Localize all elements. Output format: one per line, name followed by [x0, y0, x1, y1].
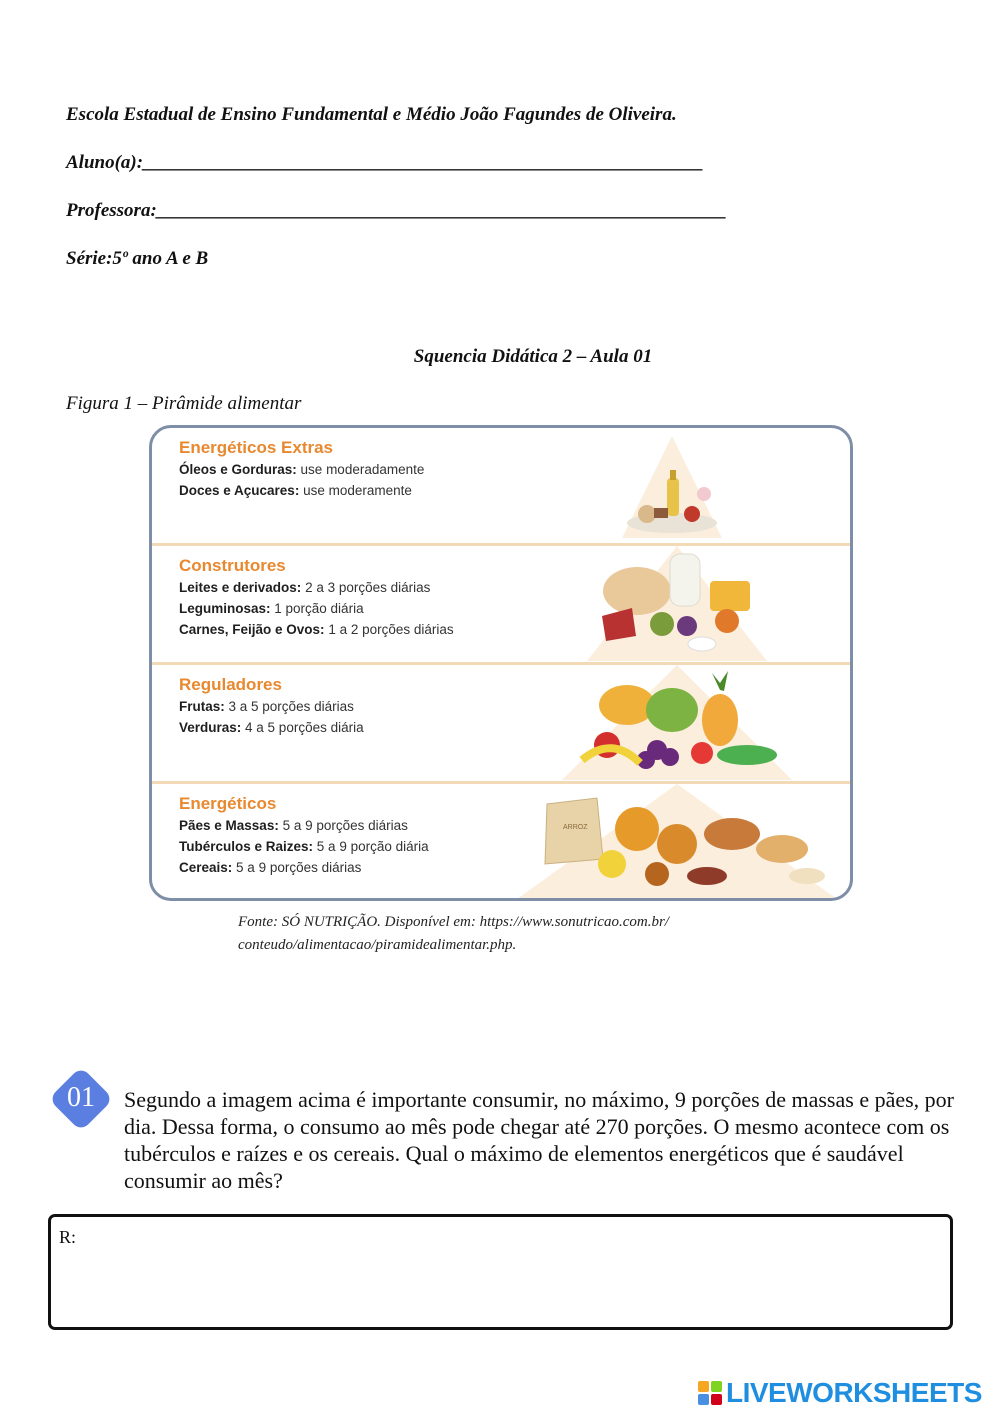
- fruits-vegetables-illustration: [542, 665, 812, 782]
- school-name: Escola Estadual de Ensino Fundamental e Médio João Fagundes de Oliveira.: [66, 104, 677, 125]
- level-title: Reguladores: [179, 675, 282, 694]
- brand-logo-icon: [698, 1381, 722, 1405]
- level-line: Frutas: 3 a 5 porções diárias: [179, 699, 354, 714]
- answer-input[interactable]: [81, 1225, 940, 1321]
- student-name-line: Aluno(a):___________________________________________________________: [66, 152, 704, 173]
- level-line: Cereais: 5 a 9 porções diárias: [179, 860, 362, 875]
- food-pyramid-figure: [149, 425, 853, 901]
- level-line: Pães e Massas: 5 a 9 porções diárias: [179, 818, 408, 833]
- level-line: Doces e Açucares: use moderamente: [179, 483, 412, 498]
- level-line: Tubérculos e Raizes: 5 a 9 porção diária: [179, 839, 429, 854]
- question-number-badge: [52, 1070, 110, 1128]
- figure-source: [238, 911, 669, 957]
- grains-breads-illustration: [507, 784, 847, 901]
- pyramid-level-energy: [152, 784, 850, 901]
- level-line: Óleos e Gorduras: use moderadamente: [179, 462, 425, 477]
- source-line-1: Fonte: SÓ NUTRIÇÃO. Disponível em: https://www.sonutricao.com.br/: [238, 914, 669, 930]
- level-line: Carnes, Feijão e Ovos: 1 a 2 porções diárias: [179, 622, 454, 637]
- brand-name: LIVEWORKSHEETS: [726, 1377, 982, 1408]
- protein-dairy-illustration: [562, 546, 792, 663]
- pyramid-level-regulators: [152, 665, 850, 782]
- figure-caption: Figura 1 – Pirâmide alimentar: [66, 393, 302, 414]
- question-number: 01: [67, 1082, 95, 1113]
- level-title: Construtores: [179, 556, 286, 575]
- answer-label: R:: [59, 1227, 77, 1247]
- question-text: Segundo a imagem acima é importante consumir, no máximo, 9 porções de massas e pães, por dia. Dessa forma, o consumo ao mês pode chegar até 270 porções. O mesmo acontece com os tubérculos e raízes e os cereais. Qual o máximo de elementos energéticos que é saudável consumir ao mês?: [124, 1087, 955, 1193]
- level-title: Energéticos: [179, 794, 277, 813]
- sweets-oils-illustration: [592, 428, 752, 545]
- level-line: Leguminosas: 1 porção diária: [179, 601, 364, 616]
- pyramid-level-builders: [152, 546, 850, 663]
- level-line: Leites e derivados: 2 a 3 porções diárias: [179, 580, 431, 595]
- rice-bag-label: ARROZ: [563, 824, 588, 831]
- grade-line: Série:5º ano A e B: [66, 248, 209, 269]
- teacher-name-line: Professora:____________________________________________________________: [66, 200, 727, 221]
- answer-box[interactable]: [48, 1214, 953, 1330]
- pyramid-level-extras: [152, 428, 850, 545]
- liveworksheets-logo[interactable]: [698, 1376, 982, 1410]
- level-line: Verduras: 4 a 5 porções diária: [179, 720, 364, 735]
- sequence-title: Squencia Didática 2 – Aula 01: [413, 346, 653, 367]
- level-title: Energéticos Extras: [179, 438, 334, 457]
- source-line-2: conteudo/alimentacao/piramidealimentar.php.: [238, 937, 517, 953]
